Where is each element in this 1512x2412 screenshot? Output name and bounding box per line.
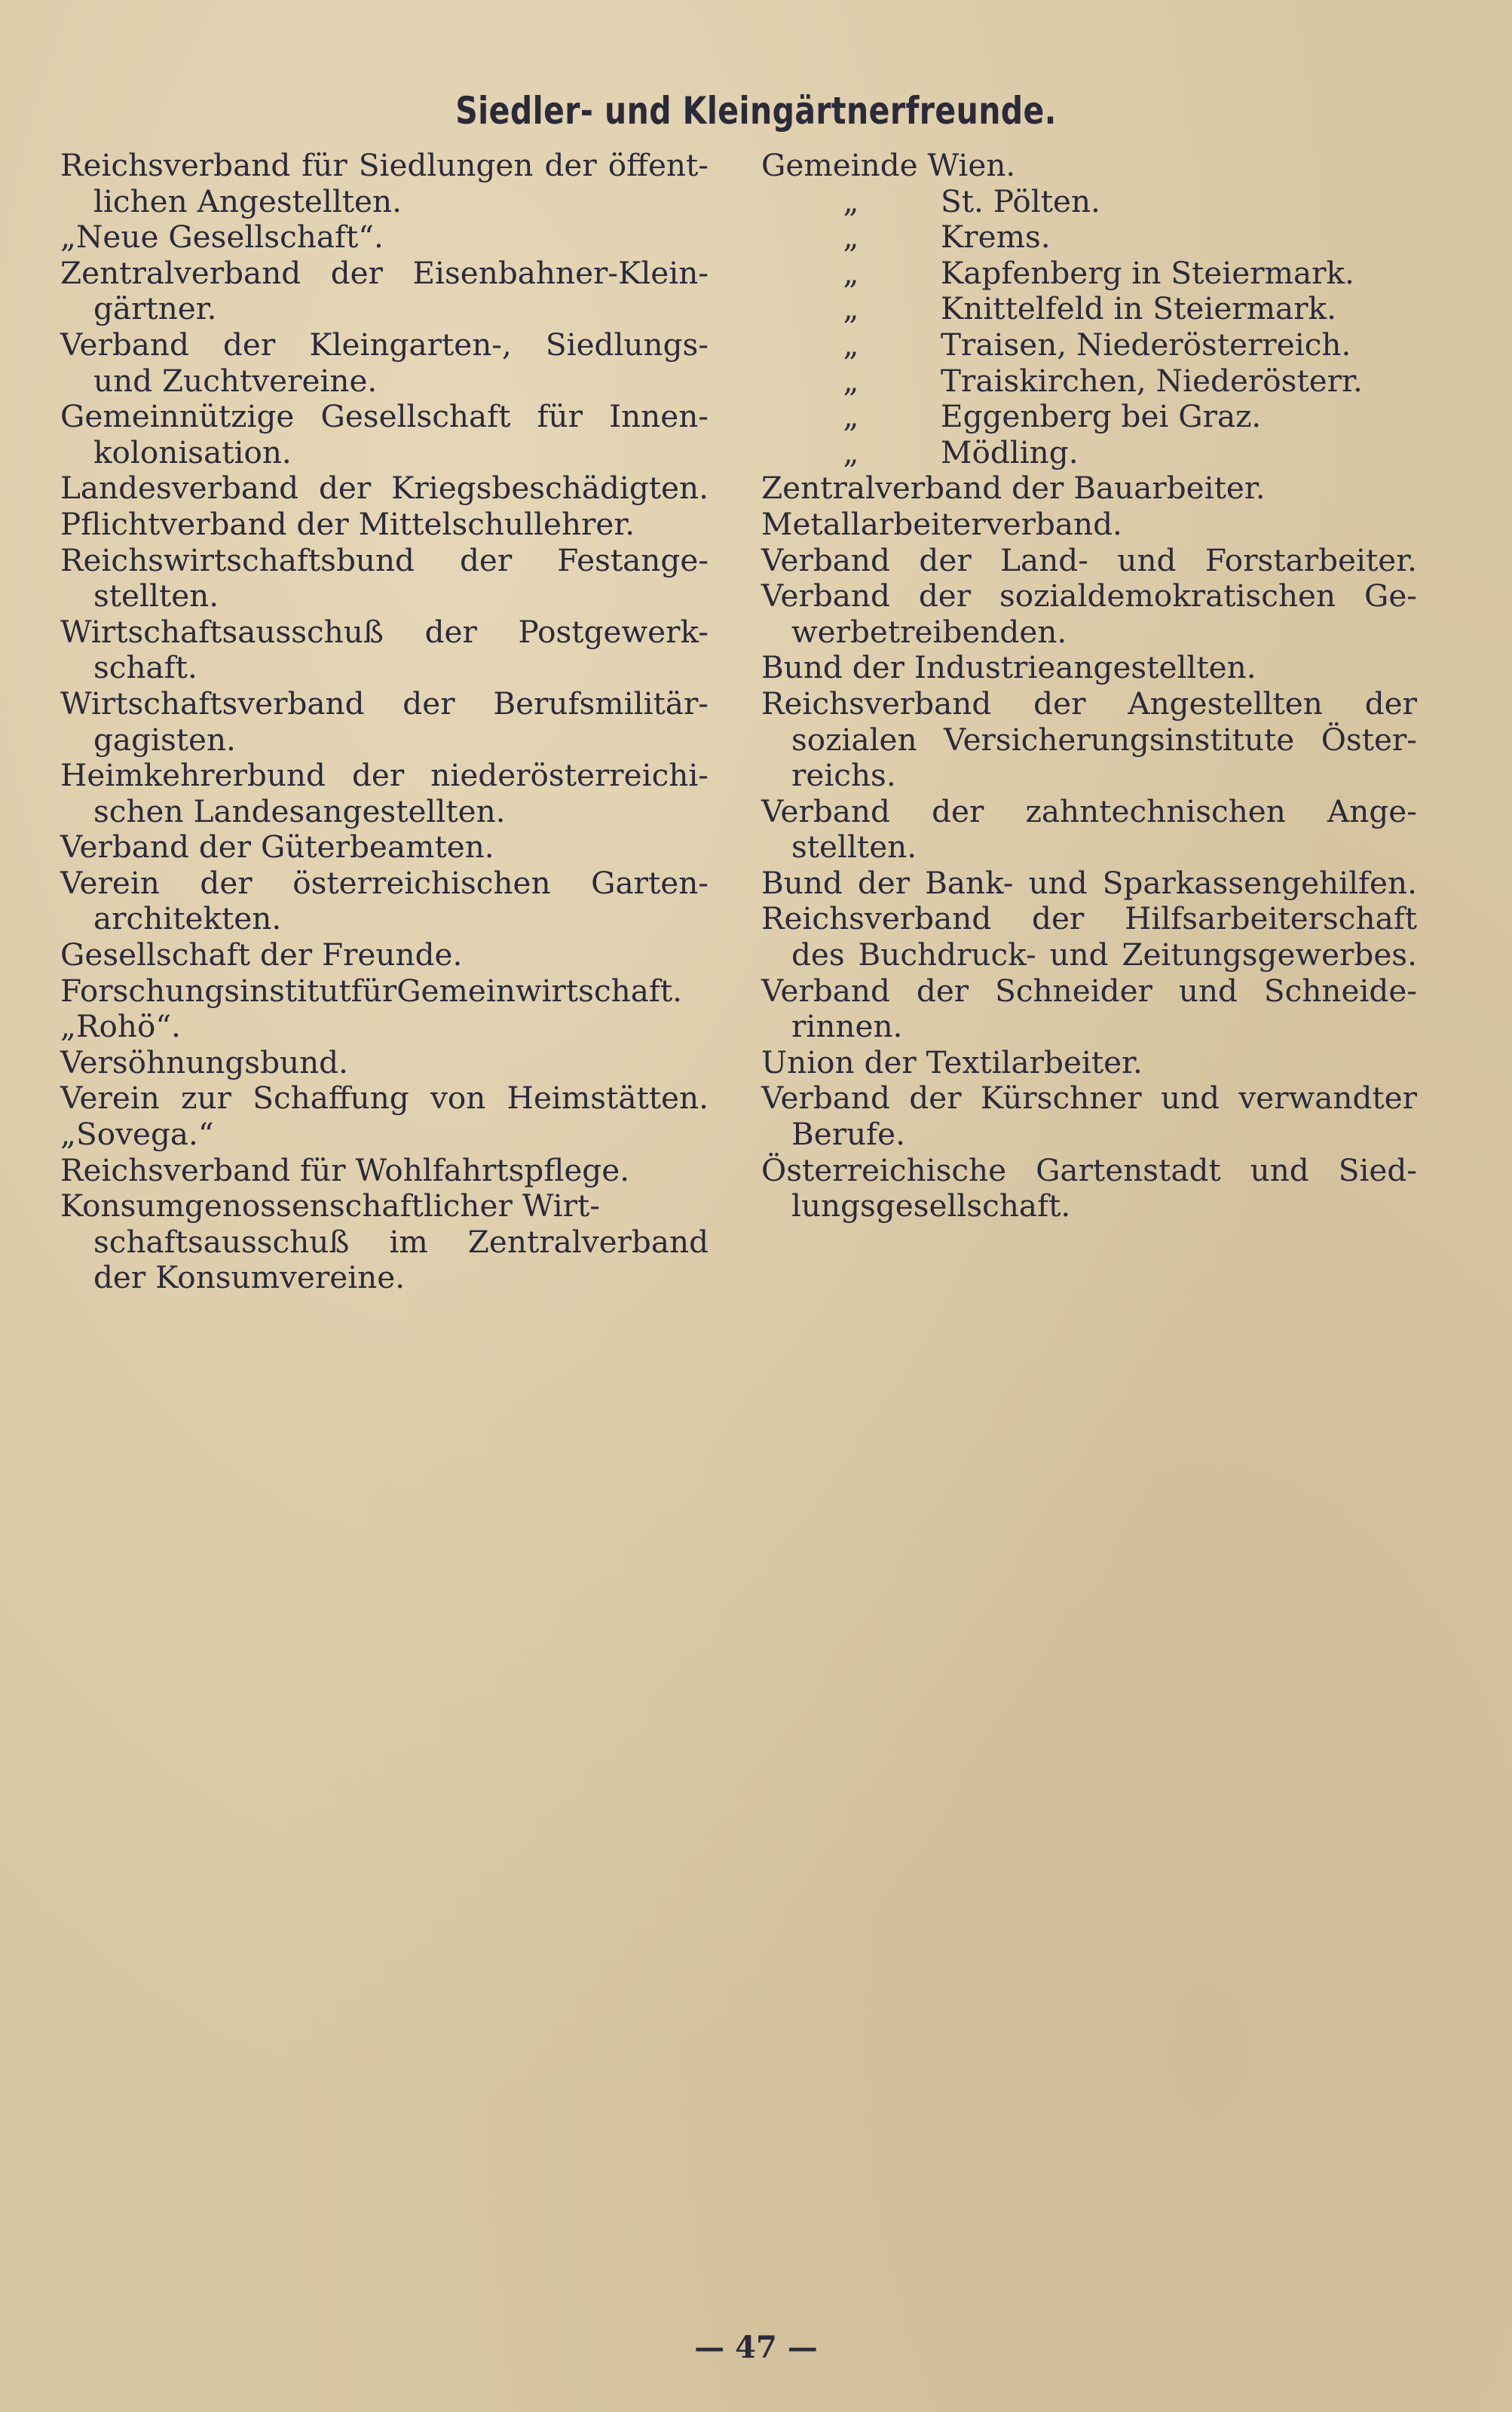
list-line: Reichsverband der Hilfsarbeiterschaft	[761, 900, 1417, 937]
list-line: Pflichtverband der Mittelschullehrer.	[60, 505, 635, 542]
list-line: Reichswirtschaftsbund der Festange-	[60, 541, 709, 578]
list-line: Wirtschaftsausschuß der Postgewerk-	[60, 613, 709, 650]
list-line: Verband der sozialdemokratischen Ge-	[761, 578, 1417, 614]
ditto-mark: „	[843, 290, 859, 327]
right-column	[761, 148, 1417, 1224]
list-line: schaftsausschuß im Zentralverband	[93, 1223, 709, 1260]
left-column	[60, 148, 709, 1296]
list-line: Union der Textilarbeiter.	[761, 1044, 1143, 1080]
list-line: „ Traiskirchen, Niederösterr.	[761, 363, 1417, 400]
list-line: Gemeinde Wien.	[761, 147, 1016, 183]
list-line: Berufe.	[791, 1116, 906, 1153]
list-line: schaft.	[93, 649, 197, 686]
ditto-mark: „	[843, 254, 859, 291]
list-line: Zentralverband der Eisenbahner-Klein-	[60, 254, 709, 291]
list-line: „ St. Pölten.	[761, 184, 1417, 220]
list-line: Bund der Bank- und Sparkassengehilfen.	[761, 864, 1417, 901]
ditto-mark: „	[843, 434, 859, 470]
list-line: rinnen.	[791, 1008, 903, 1045]
list-line: Verein der österreichischen Garten-	[60, 864, 709, 901]
list-line: Reichsverband für Siedlungen der öffent-	[60, 147, 709, 183]
list-line: Verein zur Schaffung von Heimstätten.	[60, 1080, 709, 1117]
list-line: Konsumgenossenschaftlicher Wirt-	[60, 1188, 600, 1224]
list-line: gärtner.	[93, 290, 217, 327]
list-line: sozialen Versicherungsinstitute Öster-	[791, 721, 1417, 758]
list-line: der Konsumvereine.	[93, 1259, 406, 1296]
page-title: Siedler- und Kleingärtnerfreunde.	[455, 89, 1057, 133]
list-line: stellten.	[791, 829, 917, 866]
list-line: Österreichische Gartenstadt und Sied-	[761, 1151, 1417, 1188]
ditto-mark: „	[843, 398, 859, 435]
list-line: Verband der Güterbeamten.	[60, 829, 494, 866]
list-line: Verband der Kürschner und verwandter	[761, 1080, 1417, 1117]
list-line: des Buchdruck- und Zeitungsgewerbes.	[791, 936, 1417, 973]
list-line: Gemeinnützige Gesellschaft für Innen-	[60, 398, 709, 435]
list-line: Versöhnungsbund.	[60, 1044, 348, 1080]
list-line: Heimkehrerbund der niederösterreichi-	[60, 757, 709, 794]
list-line: lungsgesellschaft.	[791, 1188, 1071, 1224]
list-line: Gesellschaft der Freunde.	[60, 936, 463, 973]
list-line: Verband der Kleingarten-, Siedlungs-	[60, 326, 709, 363]
list-line: reichs.	[791, 757, 896, 794]
ditto-mark: „	[843, 219, 859, 256]
list-line: Bund der Industrieangestellten.	[761, 649, 1256, 686]
list-line: „ Mödling.	[761, 435, 1417, 471]
list-line: „ Kapfenberg in Steiermark.	[761, 256, 1417, 292]
list-line: Reichsverband für Wohlfahrtspflege.	[60, 1151, 630, 1188]
list-line: „ Knittelfeld in Steiermark.	[761, 291, 1417, 327]
list-line: gagisten.	[93, 721, 236, 758]
list-line: Metallarbeiterverband.	[761, 505, 1122, 542]
ditto-mark: „	[843, 182, 859, 219]
list-line: „ Krems.	[761, 219, 1417, 256]
list-line: lichen Angestellten.	[93, 182, 402, 219]
ditto-mark: „	[843, 362, 859, 399]
list-line: Forschungsinstitut für Gemeinwirtschaft.	[60, 972, 683, 1009]
page-number: — 47 —	[694, 2330, 818, 2365]
list-line: Verband der Land- und Forstarbeiter.	[761, 541, 1417, 578]
list-line: Zentralverband der Bauarbeiter.	[761, 470, 1266, 507]
list-line: Landesverband der Kriegsbeschädigten.	[60, 470, 709, 507]
list-line: „Rohö“.	[60, 1008, 181, 1045]
list-line: Wirtschaftsverband der Berufsmilitär-	[60, 685, 709, 722]
list-line: und Zuchtvereine.	[93, 362, 378, 399]
list-line: kolonisation.	[93, 434, 292, 470]
list-line: Verband der zahntechnischen Ange-	[761, 792, 1417, 829]
list-line: Verband der Schneider und Schneide-	[761, 972, 1417, 1009]
list-line: „Sovega.“	[60, 1116, 214, 1153]
list-line: „ Eggenberg bei Graz.	[761, 399, 1417, 435]
list-line: architekten.	[93, 900, 282, 937]
list-line: Reichsverband der Angestellten der	[761, 685, 1417, 722]
list-line: „Neue Gesellschaft“.	[60, 219, 384, 256]
list-line: schen Landesangestellten.	[93, 792, 506, 829]
list-line: werbetreibenden.	[791, 613, 1067, 650]
list-line: „ Traisen, Niederösterreich.	[761, 327, 1417, 363]
ditto-mark: „	[843, 326, 859, 363]
list-line: stellten.	[93, 578, 219, 614]
